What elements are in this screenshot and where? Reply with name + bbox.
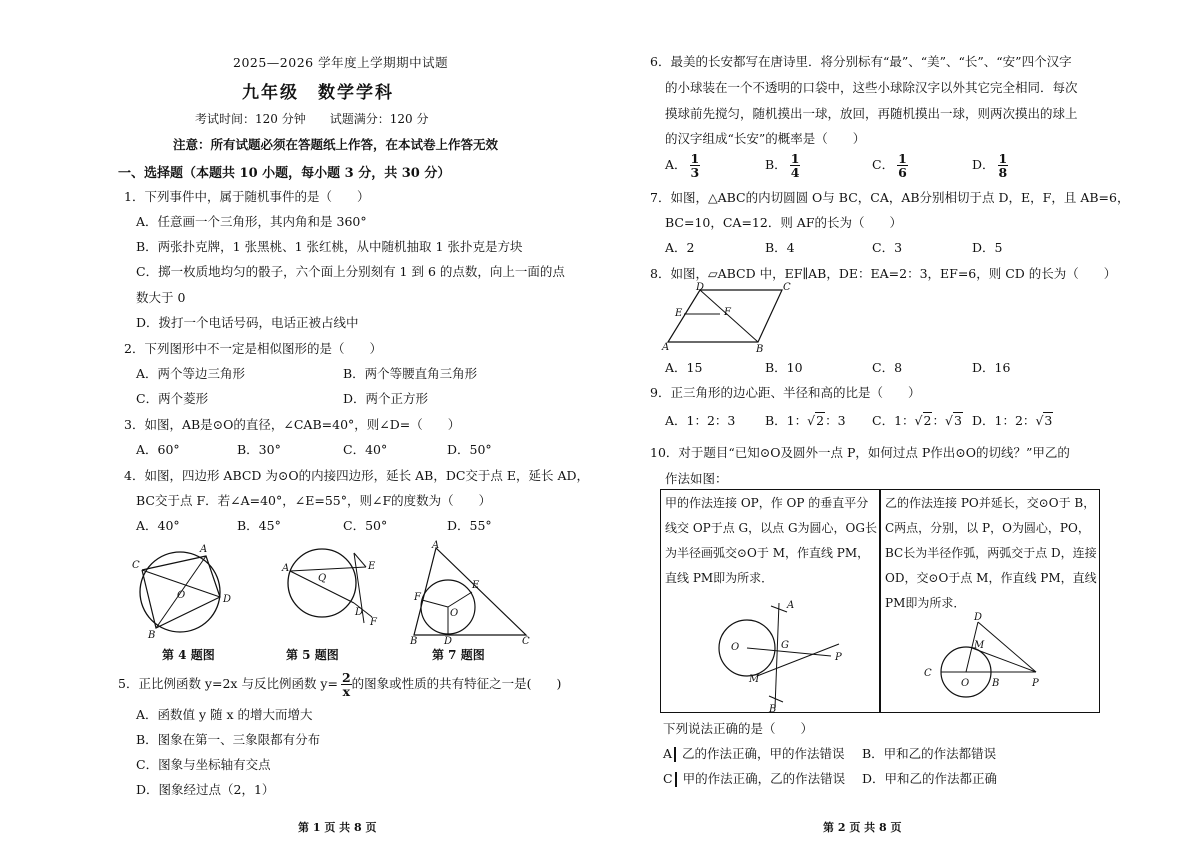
q8-option-a: A．15	[665, 360, 703, 375]
fig8-label-f: F	[724, 307, 731, 318]
q4-option-a: A．40°	[136, 518, 180, 533]
q9-c-pre: C．1：	[872, 413, 915, 428]
q9-d-radicand: 3	[1044, 413, 1053, 428]
grade-subject: 九年级 数学学科	[242, 83, 394, 103]
q5-frac-den: x	[342, 684, 351, 699]
q1-option-c-cont: 数大于 0	[136, 290, 186, 305]
jia-label-p: P	[835, 652, 842, 663]
q5-fraction	[341, 671, 352, 698]
exam-title: 2025—2026 学年度上学期期中试题	[233, 55, 449, 70]
exam-notice: 注意：所有试题必须在答题纸上作答，在本试卷上作答无效	[173, 137, 499, 152]
fig5-label-q: Q	[318, 573, 327, 584]
q7-option-a: A．2	[665, 240, 695, 255]
yi-label-c: C	[924, 668, 932, 679]
figure-q8	[662, 282, 797, 355]
footer-left: 第 1 页 共 8 页	[298, 821, 377, 834]
q3-option-c: C．40°	[343, 442, 388, 457]
q5-stem	[118, 671, 561, 698]
q5-stem-pre: 5．正比例函数 y=2x 与反比例函数 y=	[118, 676, 338, 691]
fig4-label-c: C	[132, 560, 140, 571]
jia-label-a: A	[787, 600, 795, 611]
q10-option-a	[663, 744, 845, 762]
q6-line2: 的小球装在一个不透明的口袋中，这些小球除汉字以外其它完全相同．每次	[665, 80, 1078, 95]
fig4-label-a: A	[200, 544, 208, 555]
figure-q5	[282, 545, 382, 630]
q5-option-d: D．图象经过点（2，1）	[136, 782, 275, 797]
footer-right: 第 2 页 共 8 页	[823, 821, 902, 834]
fig7-label-f: F	[414, 592, 421, 603]
q1-option-b: B．两张扑克牌，1 张黑桃、1 张红桃，从中随机抽取 1 张扑克是方块	[136, 239, 523, 254]
q9-b-post: ：3	[825, 413, 846, 428]
q3-option-d: D．50°	[447, 442, 492, 457]
fig7-label-d: D	[444, 636, 453, 647]
q3-option-b: B．30°	[237, 442, 281, 457]
q6-d-num: 1	[998, 151, 1008, 166]
fig5-label-d: D	[355, 607, 364, 618]
caption-fig5: 第 5 题图	[286, 648, 339, 662]
jia-label-m: M	[749, 674, 760, 685]
q10-option-d: D．甲和乙的作法都正确	[862, 771, 998, 786]
q10-line1: 10．对于题目“已知⊙O及圆外一点 P，如何过点 P作出⊙O的切线？”甲乙的	[650, 445, 1070, 460]
fig7-label-b: B	[410, 636, 418, 647]
jia-label-b: B	[769, 704, 777, 715]
jia-label-g: G	[781, 640, 789, 651]
q8-option-c: C．8	[872, 360, 903, 375]
q6-line3: 摸球前先搅匀，随机摸出一球，放回，再随机摸出一球，则两次摸出的球上	[665, 106, 1078, 121]
q9-d-pre: D．1：2：	[972, 413, 1036, 428]
q6-a-den: 3	[690, 165, 700, 180]
q10-c-text: 甲的作法正确，乙的作法错误	[682, 771, 846, 786]
q10-a-letter: A	[663, 746, 673, 761]
yi-figure	[916, 614, 1066, 702]
q7-option-d: D．5	[972, 240, 1003, 255]
fig7-label-a: A	[432, 540, 440, 551]
q9-stem: 9．正三角形的边心距、半径和高的比是（ ）	[650, 385, 921, 400]
q8-stem: 8．如图，▱ABCD 中，EF∥AB，DE：EA=2：3，EF=6，则 CD 的长为（ ）	[650, 266, 1117, 281]
fig8-label-d: D	[696, 282, 705, 293]
table-divider	[879, 490, 881, 712]
q6-b-label: B．	[765, 157, 787, 172]
fig4-label-d: D	[223, 594, 232, 605]
q6-line4: 的汉字组成“长安”的概率是（ ）	[665, 131, 866, 146]
q10-methods-table	[660, 489, 1100, 713]
q6-option-c	[872, 152, 908, 179]
q8-option-b: B．10	[765, 360, 803, 375]
jia-figure	[701, 598, 851, 713]
fig4-label-o: O	[177, 590, 186, 601]
figure-q7	[408, 540, 533, 645]
q6-b-num: 1	[790, 151, 800, 166]
q5-frac-num: 2	[341, 670, 351, 685]
q5-option-b: B．图象在第一、三象限都有分布	[136, 732, 321, 747]
fig8-label-b: B	[756, 344, 764, 355]
q9-b-pre: B．1：	[765, 413, 808, 428]
q5-stem-post: 的图象或性质的共有特征之一是( )	[351, 676, 562, 691]
q6-option-d	[972, 152, 1008, 179]
q7-line1: 7．如图，△ABC的内切圆圆 O与 BC，CA，AB分别相切于点 D，E，F，且 AB=6，	[650, 190, 1130, 205]
q6-c-label: C．	[872, 157, 895, 172]
q2-option-c: C．两个菱形	[136, 391, 209, 406]
fig4-label-b: B	[148, 630, 156, 641]
jia-label-o: O	[731, 642, 740, 653]
yi-label-b: B	[992, 678, 1000, 689]
q10-c-letter: C	[663, 771, 673, 786]
caption-fig7: 第 7 题图	[432, 648, 485, 662]
caption-fig4: 第 4 题图	[162, 648, 215, 662]
q6-b-den: 4	[790, 165, 800, 180]
q2-option-d: D．两个正方形	[343, 391, 429, 406]
fig7-label-e: E	[472, 580, 480, 591]
q9-option-c: C．1：√2：√3	[872, 413, 962, 428]
q1-option-c: C．掷一枚质地均匀的骰子，六个面上分别刻有 1 到 6 的点数，向上一面的点	[136, 264, 565, 279]
q6-d-den: 8	[998, 165, 1008, 180]
q3-stem: 3．如图，AB是⊙O的直径，∠CAB=40°，则∠D=（ ）	[124, 417, 461, 432]
q7-option-c: C．3	[872, 240, 903, 255]
yi-label-m: M	[974, 640, 985, 651]
q9-c-radicand1: 2	[923, 413, 932, 428]
yi-label-d: D	[974, 612, 983, 623]
fig8-label-a: A	[662, 342, 670, 353]
fig5-label-f: F	[370, 617, 377, 628]
q4-option-c: C．50°	[343, 518, 388, 533]
q2-option-a: A．两个等边三角形	[136, 366, 246, 381]
yi-method-text: 乙的作法连接 PO并延长，交⊙O于 B，C两点，分别，以 P，O为圆心，PO，BC长为半径作弧，两弧交于点 D，连接 OD，交⊙O于点 M，作直线 PM，直线 PM即为所求．	[885, 496, 1097, 610]
q9-c-radicand2: 3	[953, 413, 962, 428]
q6-a-num: 1	[690, 151, 700, 166]
q10-prompt: 下列说法正确的是（ ）	[663, 721, 814, 736]
q9-option-d: D．1：2：√3	[972, 413, 1053, 428]
q9-option-b: B．1：√2：3	[765, 413, 846, 428]
section-heading: 一、选择题（本题共 10 小题，每小题 3 分，共 30 分）	[118, 166, 451, 181]
q10-line2: 作法如图：	[665, 471, 728, 486]
q6-c-den: 6	[898, 165, 907, 180]
q3-option-a: A．60°	[136, 442, 180, 457]
q10-a-text: 乙的作法正确，甲的作法错误	[682, 746, 845, 761]
fig5-label-a: A	[282, 563, 290, 574]
q4-option-b: B．45°	[237, 518, 281, 533]
q9-b-radicand: 2	[816, 413, 825, 428]
q6-option-b	[765, 152, 800, 179]
q4-option-d: D．55°	[447, 518, 492, 533]
fig8-label-c: C	[783, 282, 791, 293]
q4-stem-cont: BC交于点 F．若∠A=40°，∠E=55°，则∠F的度数为（ ）	[136, 493, 492, 508]
fig7-label-o: O	[450, 608, 459, 619]
q5-option-a: A．函数值 y 随 x 的增大而增大	[136, 707, 313, 722]
yi-label-p: P	[1032, 678, 1039, 689]
q7-option-b: B．4	[765, 240, 795, 255]
q9-c-mid: ：	[932, 413, 945, 428]
q6-option-a	[665, 152, 700, 179]
q8-option-d: D．16	[972, 360, 1011, 375]
q6-a-label: A．	[665, 157, 687, 172]
yi-label-o: O	[961, 678, 970, 689]
q5-option-c: C．图象与坐标轴有交点	[136, 757, 271, 772]
q10-option-c	[663, 769, 845, 787]
fig7-label-c: C	[522, 636, 530, 647]
q9-option-a: A．1：2：3	[665, 413, 736, 428]
jia-method-text: 甲的作法连接 OP，作 OP 的垂直平分线交 OP于点 G，以点 G为圆心，OG长为半径画弧交⊙O于 M，作直线 PM，直线 PM即为所求．	[665, 496, 877, 585]
q10-option-b: B．甲和乙的作法都错误	[862, 746, 997, 761]
q6-d-label: D．	[972, 157, 995, 172]
q6-line1: 6．最美的长安都写在唐诗里．将分别标有“最”、“美”、“长”、“安”四个汉字	[650, 54, 1072, 69]
q2-stem: 2．下列图形中不一定是相似图形的是（ ）	[124, 341, 382, 356]
exam-time: 考试时间：120 分钟 试题满分：120 分	[195, 112, 429, 126]
q1-option-d: D．拨打一个电话号码，电话正被占线中	[136, 315, 359, 330]
q7-line2: BC=10，CA=12．则 AF的长为（ ）	[665, 215, 903, 230]
q6-c-num: 1	[898, 151, 907, 166]
q1-stem: 1．下列事件中，属于随机事件的是（ ）	[124, 189, 370, 204]
q1-option-a: A．任意画一个三角形，其内角和是 360°	[136, 214, 367, 229]
figure-q4	[130, 540, 230, 640]
q4-stem: 4．如图，四边形 ABCD 为⊙O的内接四边形，延长 AB，DC交于点 E，延长 AD，	[124, 468, 590, 483]
fig5-label-e: E	[368, 561, 376, 572]
q2-option-b: B．两个等腰直角三角形	[343, 366, 478, 381]
fig8-label-e: E	[675, 308, 683, 319]
